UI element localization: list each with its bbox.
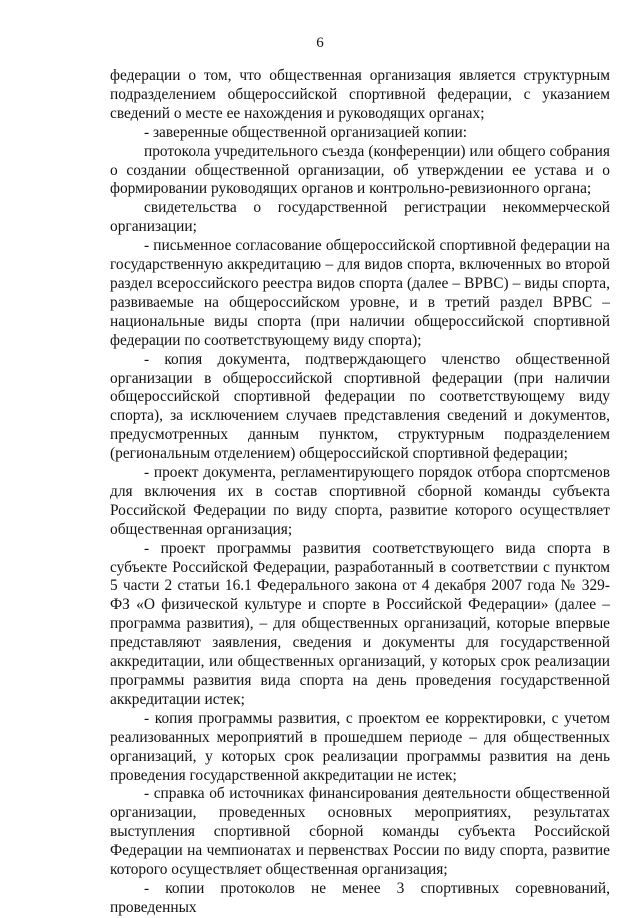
paragraph-certified-copies: - заверенные общественной организацией копии: [144, 123, 467, 141]
paragraph-funding-statement: - справка об источниках финансирования деятельности общественной организации, проведенных основных мероприятиях, результатах выступления спортивной сборной команды субъекта Российской Федерации на чемпионатах и первенствах России по виду спорта, развитие которого осуществляет общественная организация; [110, 785, 610, 879]
paragraph-development-program-copy: - копия программы развития, с проектом ее корректировки, с учетом реализованных мероприятий в прошедшем периоде – для общественных организаций, у которых срок реализации программы развития на день проведения государственной аккредитации не истек; [110, 709, 610, 784]
paragraph-founding-protocol: протокола учредительного съезда (конференции) или общего собрания о создании общественной организации, об утверждении ее устава и о формировании руководящих органов и контрольно-ревизионного органа; [110, 142, 610, 198]
paragraph-membership-copy: - копия документа, подтверждающего членство общественной организации в общероссийской спортивной федерации (при наличии общероссийской спортивной федерации по соответствующему виду спорта), за исключением случаев представления сведений и документов, предусмотренных данным пунктом, структурным подразделением (региональным отделением) общероссийской спортивной федерации; [110, 350, 610, 463]
paragraph-selection-procedure: - проект документа, регламентирующего порядок отбора спортсменов для включения их в состав спортивной сборной команды субъекта Российской Федерации по виду спорта, развитие которого осуществляет общественная организация; [110, 464, 610, 538]
paragraph-continuation: федерации о том, что общественная организация является структурным подразделением общероссийской спортивной федерации, с указанием сведений о месте ее нахождения и руководящих органах; [110, 67, 610, 122]
paragraph-development-program-draft: - проект программы развития соответствующего вида спорта в субъекте Российской Федерации, разработанный в соответствии с пунктом 5 части 2 статьи 16.1 Федерального закона от 4 декабря 2007 года № 329-ФЗ «О физической культуре и спорте в Российской Федерации» (далее – программа развития), – для общественных организаций, которые впервые представляют заявления, сведения и документы для государственной аккредитации, или общественных организаций, у которых срок реализации программы развития вида спорта на день проведения государственной аккредитации истек; [110, 539, 610, 708]
paragraph-registration-certificate: свидетельства о государственной регистрации некоммерческой организации; [110, 199, 610, 236]
page-number: 6 [316, 35, 324, 51]
paragraph-competition-protocols: - копии протоколов не менее 3 спортивных соревнований, проведенных [110, 879, 610, 916]
paragraph-written-approval: - письменное согласование общероссийской спортивной федерации на государственную аккредитацию – для видов спорта, включенных во второй раздел всероссийского реестра видов спорта (далее – ВРВС) – виды спорта, развиваемые на общероссийском уровне, и в третий раздел ВРВС – национальные виды спорта (при наличии общероссийской спортивной федерации по соответствующему виду спорта); [110, 237, 610, 349]
document-body [110, 67, 610, 918]
